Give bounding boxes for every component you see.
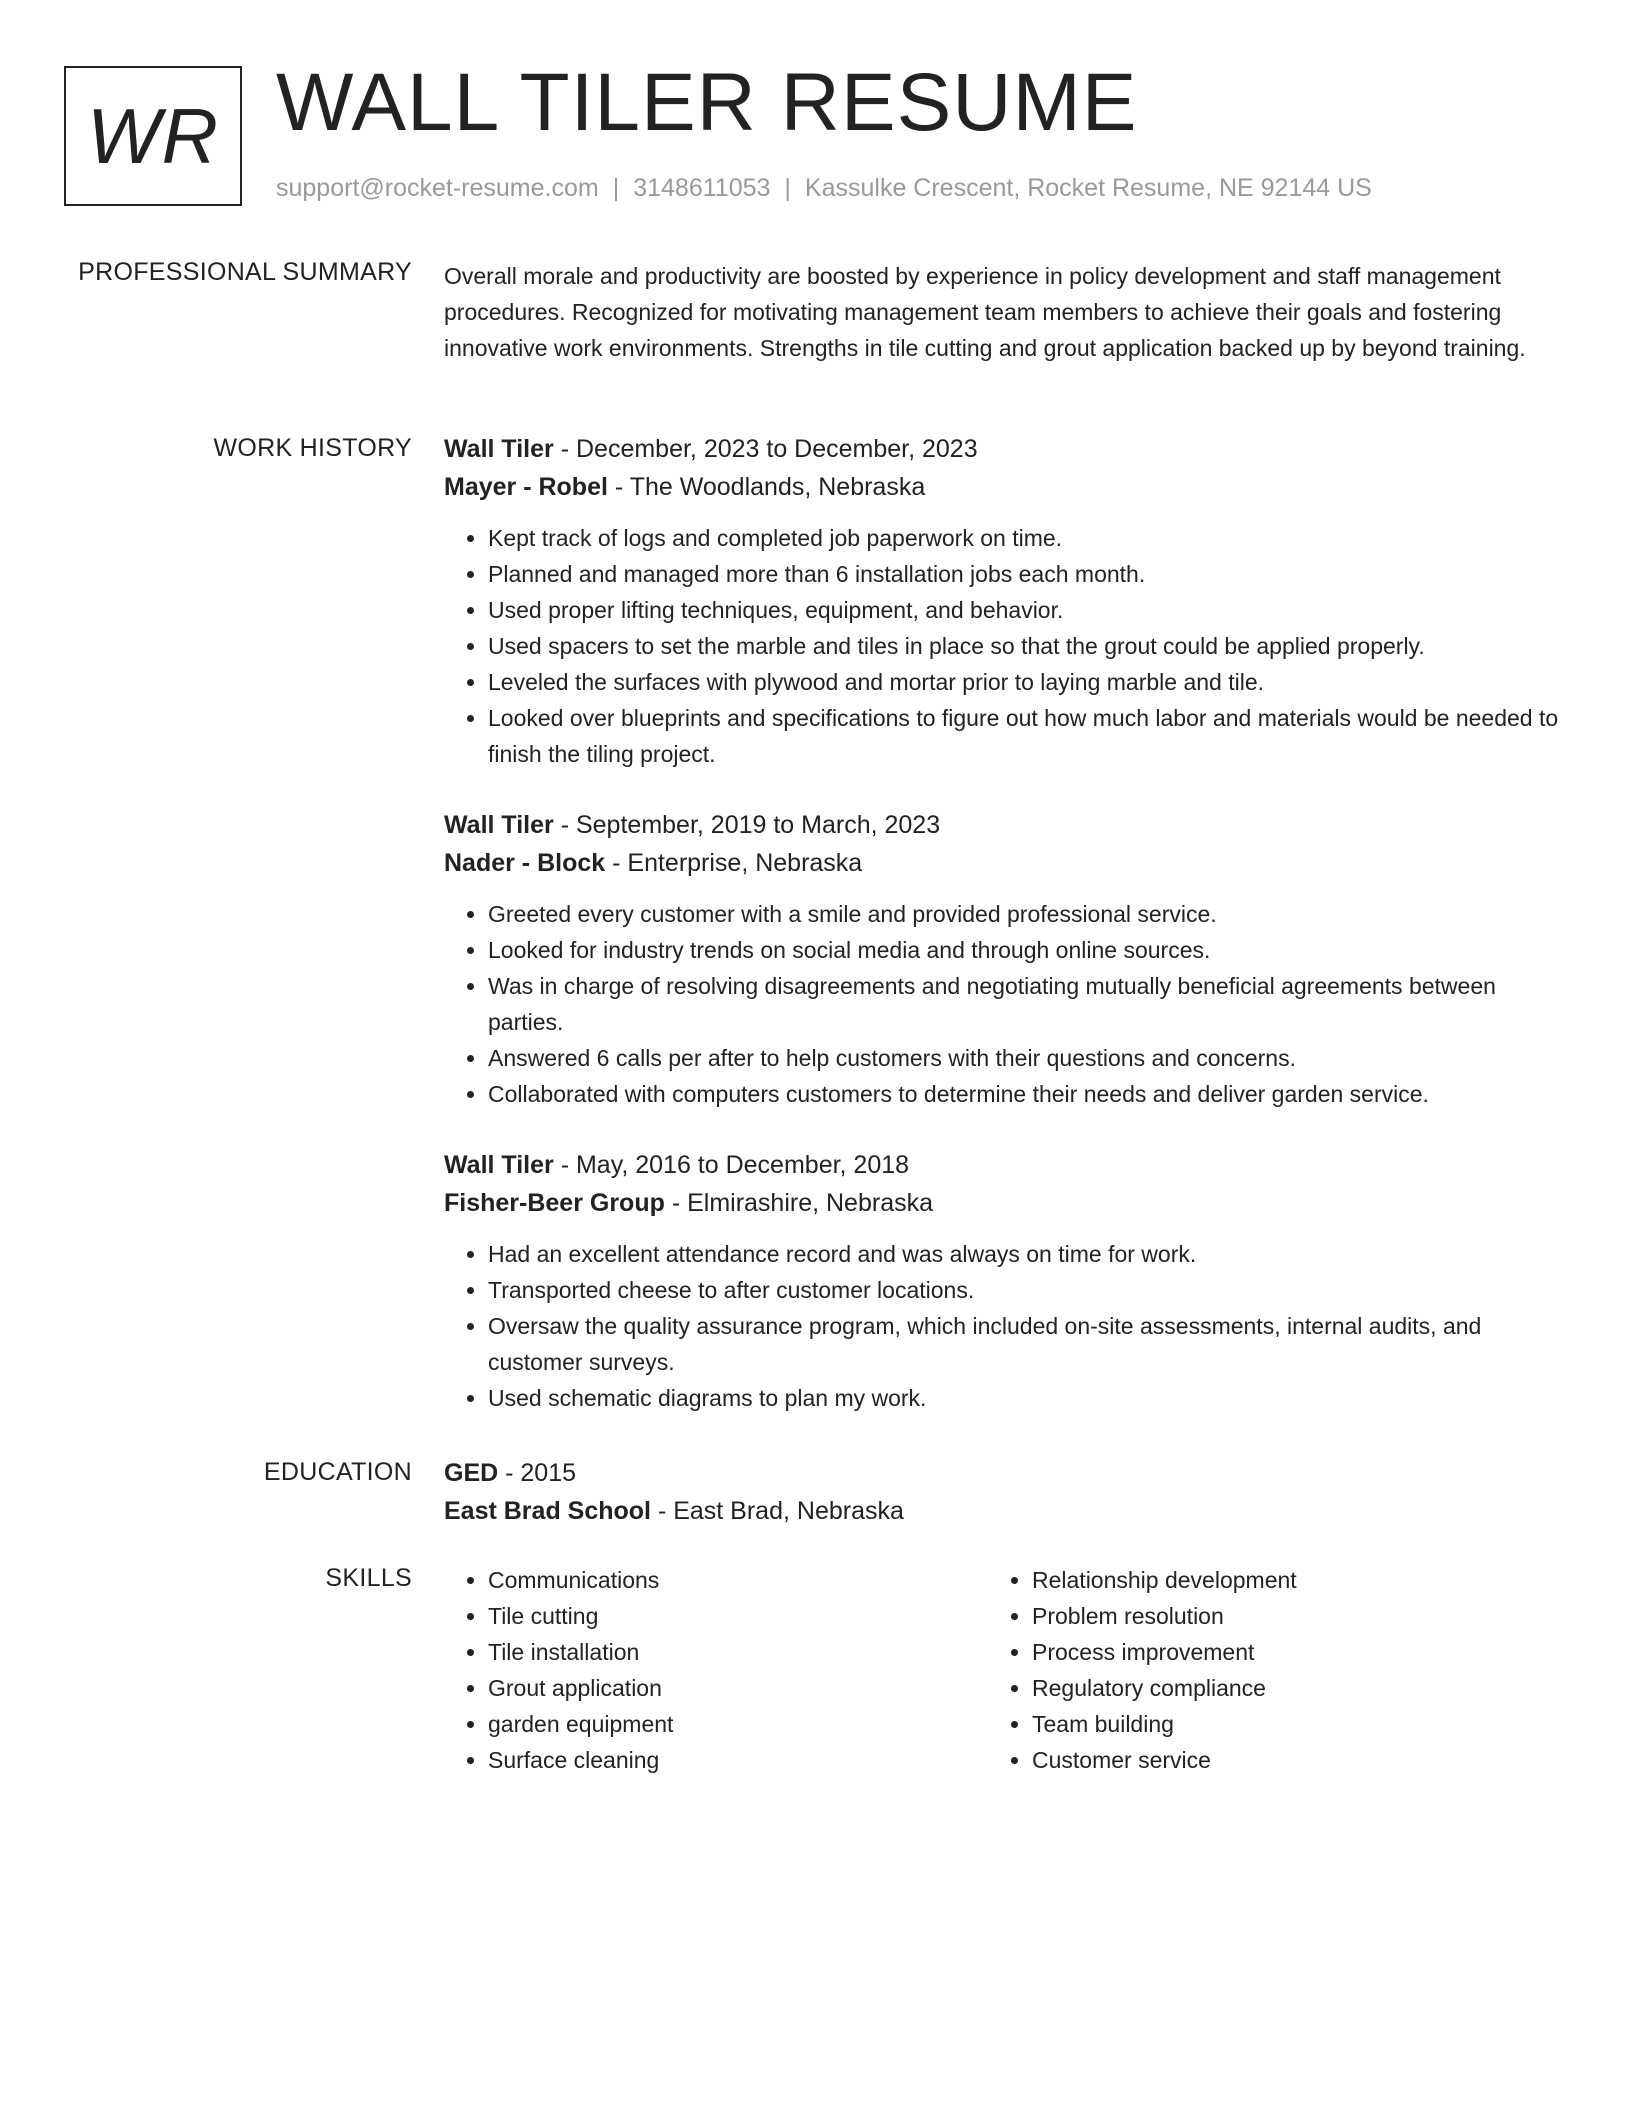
skill-item: • Regulatory compliance bbox=[1032, 1670, 1532, 1706]
job-company: Nader - Block bbox=[444, 849, 606, 877]
contact-separator: | bbox=[612, 174, 620, 202]
section-label-summary: PROFESSIONAL SUMMARY bbox=[78, 258, 412, 286]
skill-item: • Tile installation bbox=[488, 1634, 988, 1670]
contact-line bbox=[276, 174, 1372, 203]
education-degree: GED bbox=[444, 1459, 499, 1487]
skill-item: • Tile cutting bbox=[488, 1598, 988, 1634]
skills-section bbox=[444, 1562, 1564, 1778]
skill-item: • garden equipment bbox=[488, 1706, 988, 1742]
list-item: • Used proper lifting techniques, equipment, and behavior. bbox=[488, 592, 1564, 628]
job-company: Mayer - Robel bbox=[444, 473, 608, 501]
work-section bbox=[444, 430, 1564, 1450]
summary-section bbox=[444, 258, 1564, 366]
job-entry bbox=[444, 430, 1564, 772]
skill-item: • Communications bbox=[488, 1562, 988, 1598]
job-bullets bbox=[444, 896, 1564, 1112]
job-bullets bbox=[444, 1236, 1564, 1416]
contact-address: Kassulke Crescent, Rocket Resume, NE 92144 US bbox=[804, 174, 1372, 202]
list-item: • Planned and managed more than 6 installation jobs each month. bbox=[488, 556, 1564, 592]
section-label-work: WORK HISTORY bbox=[213, 434, 412, 462]
skill-item: • Process improvement bbox=[1032, 1634, 1532, 1670]
list-item: • Had an excellent attendance record and was always on time for work. bbox=[488, 1236, 1564, 1272]
job-dates: - September, 2019 to March, 2023 bbox=[553, 811, 941, 839]
list-item: • Kept track of logs and completed job paperwork on time. bbox=[488, 520, 1564, 556]
skill-item: • Team building bbox=[1032, 1706, 1532, 1742]
education-year: - 2015 bbox=[498, 1459, 577, 1487]
job-bullets bbox=[444, 520, 1564, 772]
contact-separator: | bbox=[784, 174, 791, 202]
skills-list-left bbox=[444, 1562, 988, 1778]
skill-item: • Surface cleaning bbox=[488, 1742, 988, 1778]
education-section bbox=[444, 1454, 1564, 1530]
summary-text: Overall morale and productivity are boosted by experience in policy development and staff management procedures. Recognized for motivating management team members to achieve their goals and fostering innovative work environments. Strengths in tile cutting and grout application backed up by beyond training. bbox=[444, 263, 1526, 361]
job-entry bbox=[444, 1146, 1564, 1416]
section-label-education: EDUCATION bbox=[263, 1458, 412, 1486]
skill-item: • Grout application bbox=[488, 1670, 988, 1706]
job-location: - Elmirashire, Nebraska bbox=[664, 1189, 934, 1217]
list-item: • Greeted every customer with a smile and provided professional service. bbox=[488, 896, 1564, 932]
contact-phone: 3148611053 bbox=[633, 174, 771, 202]
job-title: Wall Tiler bbox=[444, 811, 554, 839]
list-item: • Looked for industry trends on social media and through online sources. bbox=[488, 932, 1564, 968]
list-item: • Used spacers to set the marble and tiles in place so that the grout could be applied properly. bbox=[488, 628, 1564, 664]
monogram-initials: WR bbox=[87, 91, 219, 180]
skills-list-right bbox=[988, 1562, 1532, 1778]
job-location: - Enterprise, Nebraska bbox=[605, 849, 863, 877]
list-item: • Oversaw the quality assurance program, which included on-site assessments, internal audits, and customer surveys. bbox=[488, 1308, 1564, 1380]
monogram-box bbox=[64, 66, 242, 206]
list-item: • Answered 6 calls per after to help customers with their questions and concerns. bbox=[488, 1040, 1564, 1076]
skill-item: • Customer service bbox=[1032, 1742, 1532, 1778]
skill-item: • Problem resolution bbox=[1032, 1598, 1532, 1634]
education-school: East Brad School bbox=[444, 1497, 651, 1525]
contact-email: support@rocket-resume.com bbox=[276, 174, 599, 202]
job-title: Wall Tiler bbox=[444, 435, 554, 463]
list-item: • Was in charge of resolving disagreements and negotiating mutually beneficial agreements between parties. bbox=[488, 968, 1564, 1040]
education-location: - East Brad, Nebraska bbox=[651, 1497, 904, 1525]
list-item: • Used schematic diagrams to plan my work. bbox=[488, 1380, 1564, 1416]
list-item: • Collaborated with computers customers to determine their needs and deliver garden service. bbox=[488, 1076, 1564, 1112]
page-title: WALL TILER RESUME bbox=[276, 57, 1138, 148]
job-location: - The Woodlands, Nebraska bbox=[607, 473, 926, 501]
job-dates: - May, 2016 to December, 2018 bbox=[553, 1151, 910, 1179]
job-company: Fisher-Beer Group bbox=[444, 1189, 665, 1217]
job-entry bbox=[444, 806, 1564, 1112]
job-title: Wall Tiler bbox=[444, 1151, 554, 1179]
section-label-skills: SKILLS bbox=[325, 1564, 412, 1592]
list-item: • Leveled the surfaces with plywood and mortar prior to laying marble and tile. bbox=[488, 664, 1564, 700]
list-item: • Transported cheese to after customer locations. bbox=[488, 1272, 1564, 1308]
skill-item: • Relationship development bbox=[1032, 1562, 1532, 1598]
job-dates: - December, 2023 to December, 2023 bbox=[553, 435, 978, 463]
list-item: • Looked over blueprints and specifications to figure out how much labor and materials would be needed to finish the tiling project. bbox=[488, 700, 1564, 772]
